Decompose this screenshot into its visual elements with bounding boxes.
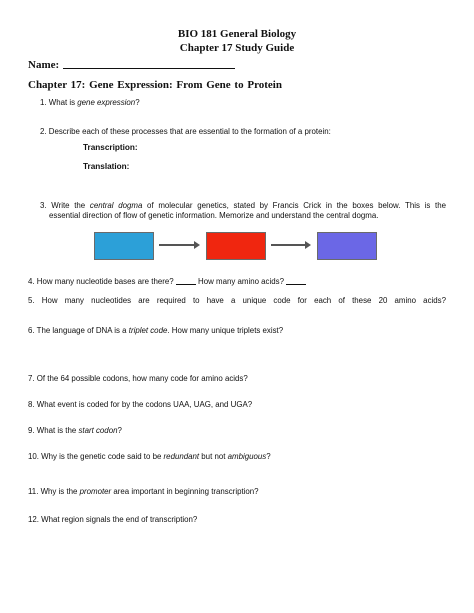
name-label: Name: — [28, 59, 60, 71]
dogma-box-rna[interactable] — [206, 232, 266, 260]
answer-blank-bases[interactable] — [176, 276, 196, 285]
question-11-suffix: area important in beginning transcription? — [111, 487, 259, 496]
dogma-arrow-2-line — [271, 244, 305, 246]
question-11-prefix: 11. Why is the — [28, 487, 80, 496]
transcription-label: Transcription: — [83, 143, 138, 152]
question-6-suffix: . How many unique triplets exist? — [167, 326, 284, 335]
answer-blank-amino-acids[interactable] — [286, 276, 306, 285]
question-3-suffix: of molecular genetics, stated by Francis Crick in the boxes below. This is the — [142, 201, 446, 210]
chapter-heading: Chapter 17: Gene Expression: From Gene to Protein — [28, 79, 282, 91]
arrow-right-icon — [194, 241, 200, 249]
question-5: 5. How many nucleotides are required to have a unique code for each of these 20 amino acids? — [28, 296, 446, 305]
guide-title: Chapter 17 Study Guide — [179, 42, 295, 54]
question-9 — [28, 426, 446, 436]
question-1-prefix: 1. What is — [40, 98, 78, 107]
question-10-middle: but not — [199, 452, 228, 461]
dogma-arrow-1-line — [159, 244, 194, 246]
question-3-term: central dogma — [89, 201, 143, 210]
dogma-box-protein[interactable] — [317, 232, 377, 260]
question-10-suffix: ? — [266, 452, 271, 461]
question-3-line-2: essential direction of flow of genetic information. Memorize and understand the central dogma. — [49, 211, 379, 220]
question-4 — [28, 276, 446, 287]
question-10-prefix: 10. Why is the genetic code said to be — [28, 452, 164, 461]
question-2: 2. Describe each of these processes that are essential to the formation of a protein: — [40, 127, 331, 136]
question-6-term: triplet code — [128, 326, 168, 335]
question-4-part-2: How many amino acids? — [195, 277, 287, 286]
question-11 — [28, 487, 446, 497]
question-9-term: start codon — [78, 426, 118, 435]
question-9-suffix: ? — [117, 426, 122, 435]
arrow-right-icon — [305, 241, 311, 249]
question-6-prefix: 6. The language of DNA is a — [28, 326, 129, 335]
question-6 — [28, 326, 446, 336]
question-3-prefix: 3. Write the — [40, 201, 90, 210]
name-field — [28, 58, 235, 71]
question-7: 7. Of the 64 possible codons, how many code for amino acids? — [28, 374, 248, 383]
dogma-box-dna[interactable] — [94, 232, 154, 260]
translation-label: Translation: — [83, 162, 130, 171]
course-title: BIO 181 General Biology — [177, 28, 297, 40]
question-3 — [40, 201, 446, 221]
question-8: 8. What event is coded for by the codons UAA, UAG, and UGA? — [28, 400, 253, 409]
question-11-term: promoter — [79, 487, 112, 496]
question-1-term: gene expression — [77, 98, 136, 107]
question-1 — [40, 98, 458, 108]
question-1-suffix: ? — [135, 98, 140, 107]
question-10-term-1: redundant — [163, 452, 200, 461]
question-10 — [28, 452, 446, 462]
question-3-line-1 — [40, 201, 446, 211]
question-4-part-1: 4. How many nucleotide bases are there? — [28, 277, 176, 286]
name-blank — [63, 58, 235, 69]
question-12: 12. What region signals the end of transcription? — [28, 515, 198, 524]
question-10-term-2: ambiguous — [227, 452, 267, 461]
question-9-prefix: 9. What is the — [28, 426, 79, 435]
